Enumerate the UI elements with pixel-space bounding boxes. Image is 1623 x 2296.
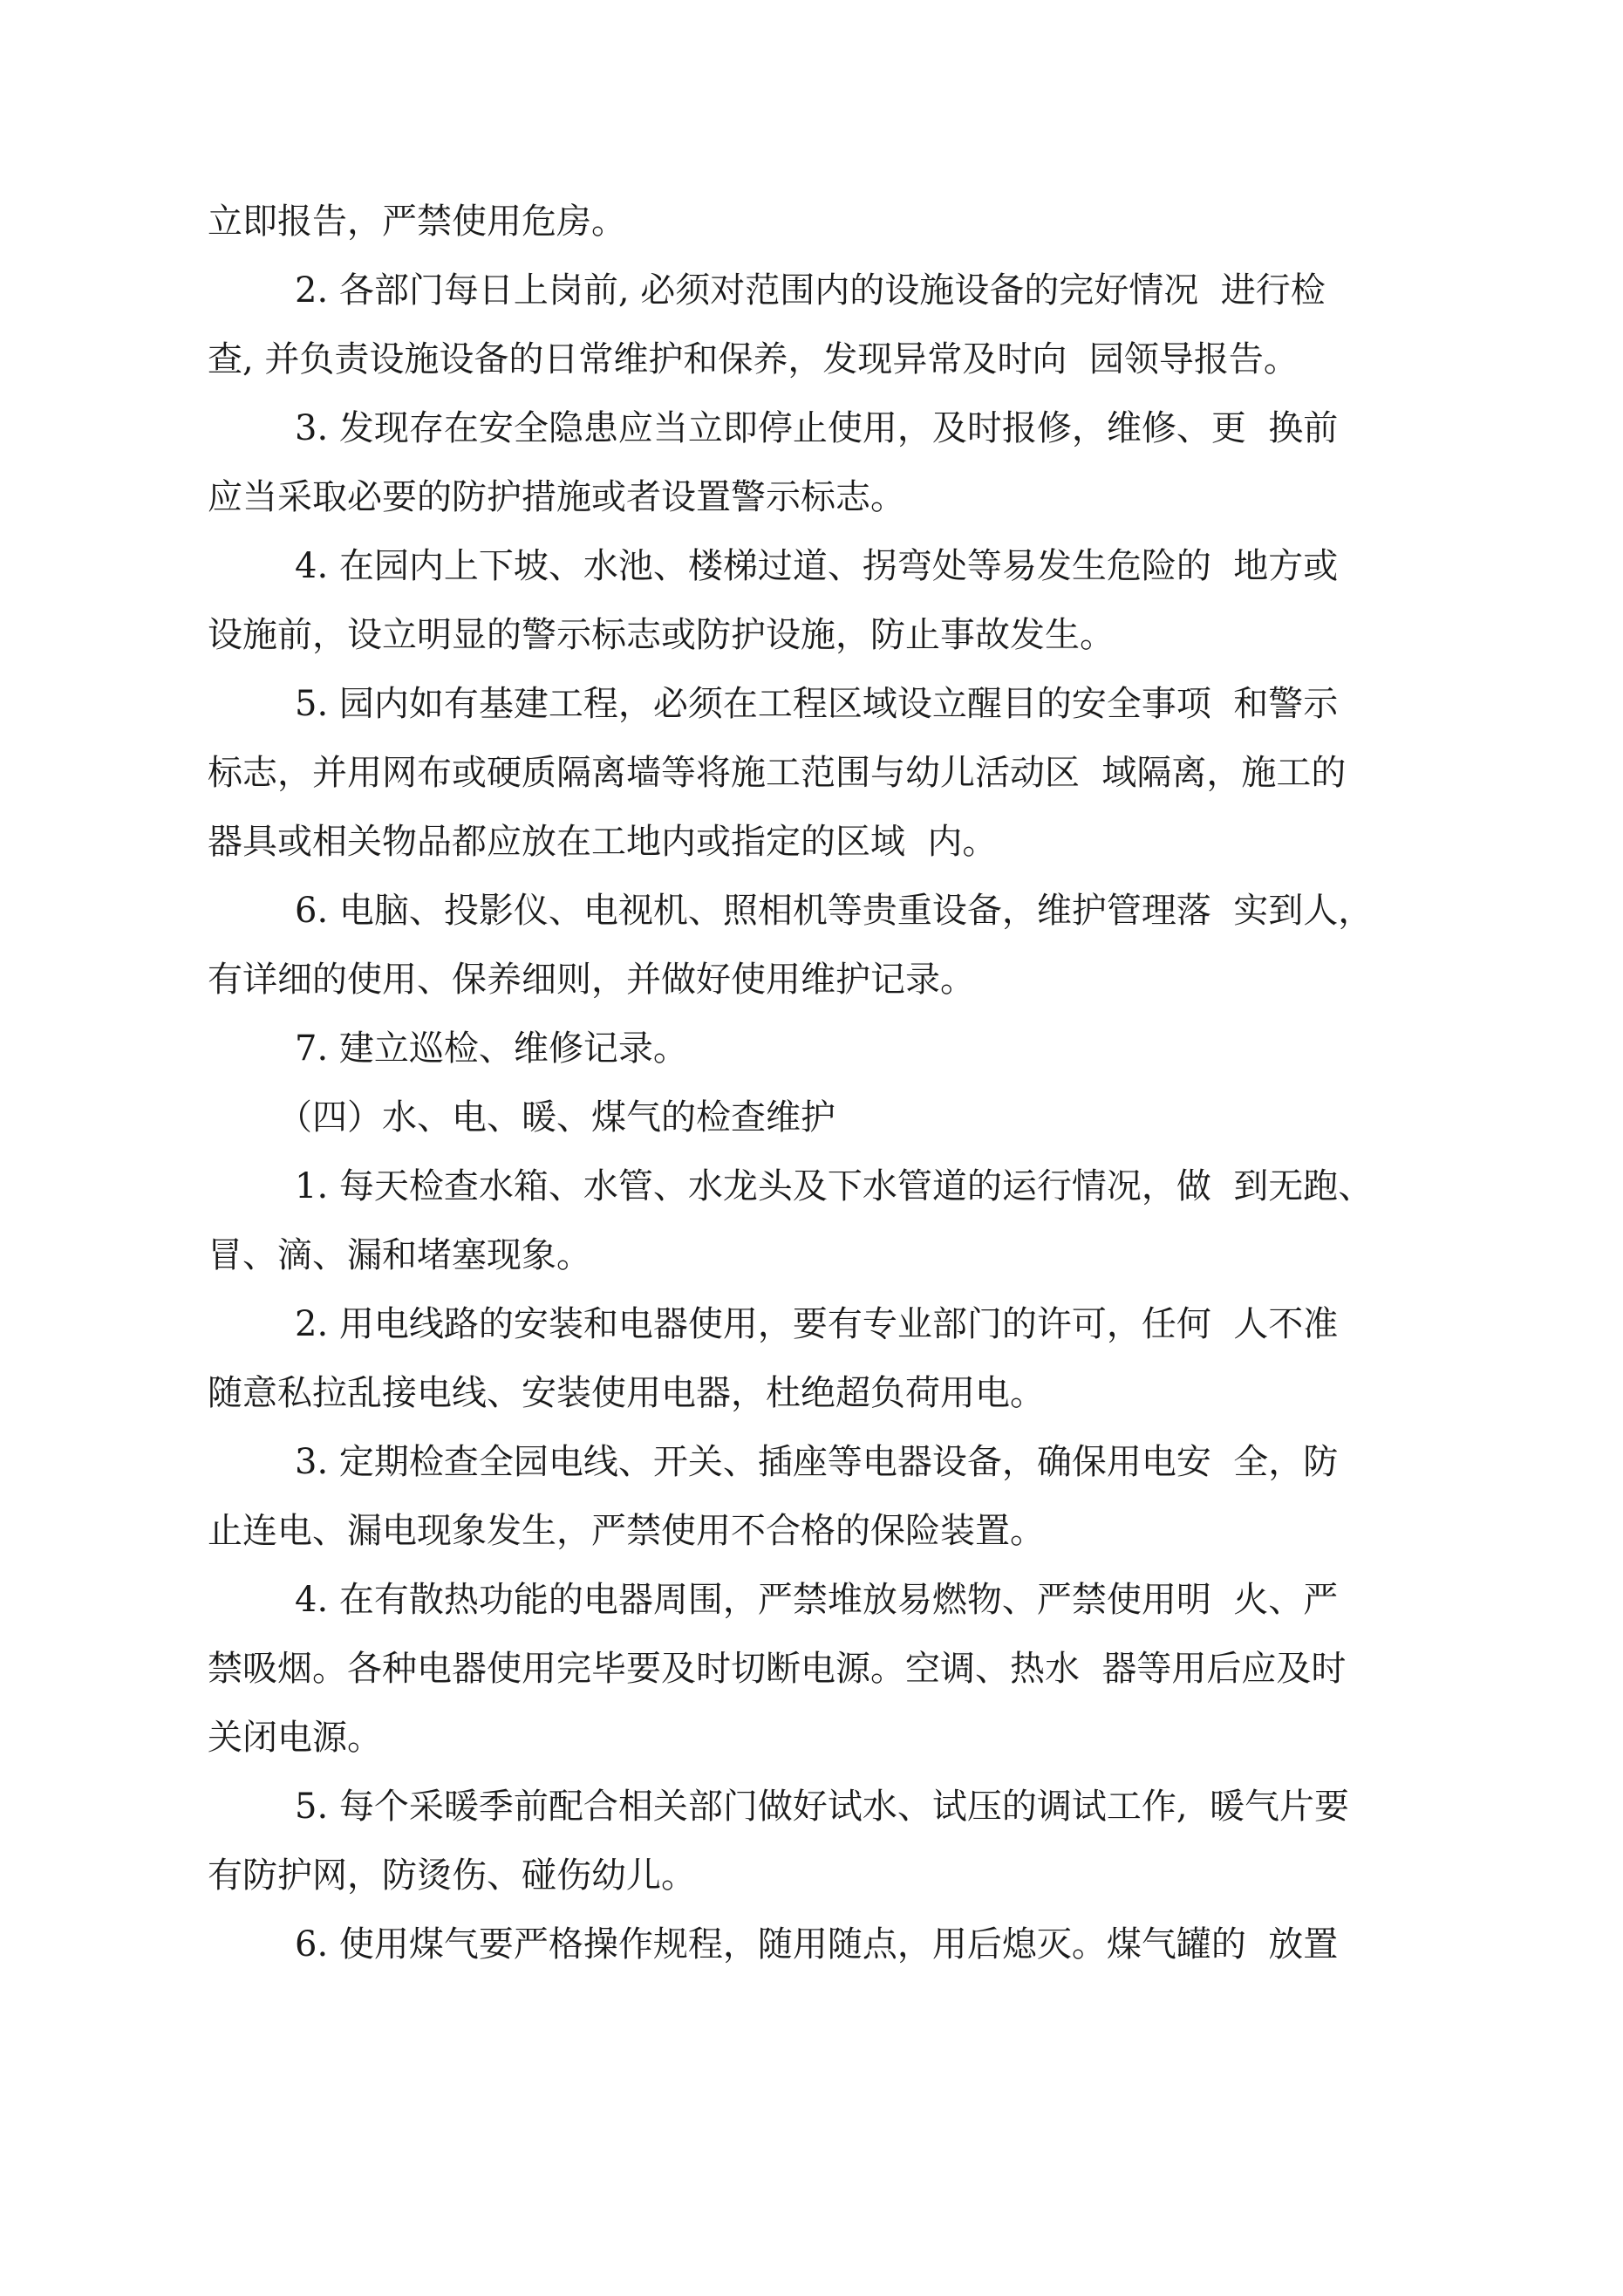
text-line: 1. 每天检查水箱、水管、水龙头及下水管道的运行情况，做 到无跑、 bbox=[295, 1166, 1374, 1206]
text-line: 6. 电脑、投影仪、电视机、照相机等贵重设备，维护管理落 实到人， bbox=[295, 891, 1374, 931]
text-line: 禁吸烟。各种电器使用完毕要及时切断电源。空调、热水 器等用后应及时 bbox=[208, 1649, 1347, 1689]
text-line: 2. 用电线路的安装和电器使用，要有专业部门的许可，任何 人不准 bbox=[295, 1304, 1339, 1344]
text-line: 标志，并用网布或硬质隔离墙等将施工范围与幼儿活动区 域隔离，施工的 bbox=[208, 753, 1347, 793]
text-line: 应当采取必要的防护措施或者设置警示标志。 bbox=[208, 477, 905, 517]
paragraph bbox=[208, 1428, 1429, 1566]
text-line: 6. 使用煤气要严格操作规程，随用随点，用后熄灭。煤气罐的 放置 bbox=[295, 1924, 1339, 1965]
text-line: 4. 在园内上下坡、水池、楼梯过道、拐弯处等易发生危险的 地方或 bbox=[295, 546, 1339, 586]
text-line: 立即报告，严禁使用危房。 bbox=[208, 202, 626, 242]
paragraph bbox=[208, 1152, 1429, 1290]
document-page bbox=[208, 188, 1429, 1979]
text-line: 冒、滴、漏和堵塞现象。 bbox=[208, 1235, 591, 1275]
paragraph bbox=[208, 256, 1429, 394]
paragraph bbox=[208, 188, 1429, 256]
text-line: 查, 并负责设施设备的日常维护和保养，发现异常及时向 园领导报告。 bbox=[208, 339, 1299, 379]
text-line: 止连电、漏电现象发生，严禁使用不合格的保险装置。 bbox=[208, 1511, 1045, 1551]
text-line: （四）水、电、暖、煤气的检查维护 bbox=[277, 1097, 835, 1138]
paragraph bbox=[208, 1773, 1429, 1910]
text-line: 器具或相关物品都应放在工地内或指定的区域 内。 bbox=[208, 822, 998, 862]
text-line: 有防护网，防烫伤、碰伤幼儿。 bbox=[208, 1855, 696, 1896]
text-line: 5. 园内如有基建工程，必须在工程区域设立醒目的安全事项 和警示 bbox=[295, 684, 1339, 724]
text-line: 随意私拉乱接电线、安装使用电器，杜绝超负荷用电。 bbox=[208, 1373, 1045, 1413]
section-heading bbox=[208, 1083, 1429, 1152]
paragraph bbox=[208, 532, 1429, 670]
text-line: 7. 建立巡检、维修记录。 bbox=[295, 1028, 688, 1069]
paragraph bbox=[208, 1910, 1429, 1979]
text-line: 3. 发现存在安全隐患应当立即停止使用，及时报修，维修、更 换前 bbox=[295, 408, 1339, 448]
text-line: 关闭电源。 bbox=[208, 1718, 382, 1758]
paragraph bbox=[208, 1290, 1429, 1428]
paragraph bbox=[208, 394, 1429, 532]
paragraph bbox=[208, 1566, 1429, 1773]
paragraph bbox=[208, 877, 1429, 1015]
text-line: 2. 各部门每日上岗前, 必须对范围内的设施设备的完好情况 进行检 bbox=[295, 270, 1326, 311]
text-line: 3. 定期检查全园电线、开关、插座等电器设备，确保用电安 全，防 bbox=[295, 1442, 1339, 1482]
paragraph bbox=[208, 1015, 1429, 1083]
text-line: 有详细的使用、保养细则，并做好使用维护记录。 bbox=[208, 960, 975, 1000]
text-line: 4. 在有散热功能的电器周围，严禁堆放易燃物、严禁使用明 火、严 bbox=[295, 1580, 1339, 1620]
text-line: 5. 每个采暖季前配合相关部门做好试水、试压的调试工作, 暖气片要 bbox=[295, 1787, 1350, 1827]
paragraph bbox=[208, 670, 1429, 877]
text-line: 设施前，设立明显的警示标志或防护设施，防止事故发生。 bbox=[208, 615, 1115, 655]
